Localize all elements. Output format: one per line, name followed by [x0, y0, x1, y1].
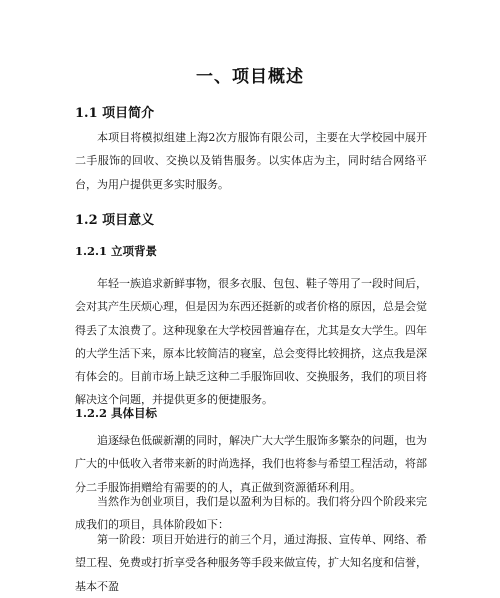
paragraph-goals-2: 当然作为创业项目，我们是以盈利为目标的。我们将分四个阶段来完成我们的项目，具体阶段如下：: [75, 495, 427, 532]
subsection-heading-background: 1.2.1 立项背景: [75, 244, 158, 258]
paragraph-goals-3: 第一阶段：项目开始进行的前三个月，通过海报、宣传单、网络、希望工程、免费或打折享受各种服务等手段来做宣传，扩大知名度和信誉，基本不盈: [75, 533, 427, 593]
subsection-heading-goals: 1.2.2 具体目标: [75, 406, 158, 420]
paragraph-goals-1: 追逐绿色低碳新潮的同时，解决广大大学生服饰多繁杂的问题，也为广大的中低收入者带来新的时尚选择，我们也将参与希望工程活动，将部分二手服饰捐赠给有需要的的人，真正做到资源循环利用。: [75, 434, 427, 494]
section-heading-intro: 1.1 项目简介: [75, 106, 155, 121]
section-heading-significance: 1.2 项目意义: [75, 213, 155, 228]
paragraph-intro: 本项目将模拟组建上海2次方服饰有限公司，主要在大学校园中展开二手服饰的回收、交换以及销售服务。以实体店为主，同时结合网络平台，为用户提供更多实时服务。: [75, 131, 427, 191]
document-title: 一、项目概述: [196, 67, 304, 87]
paragraph-background: 年轻一族追求新鲜事物，很多衣服、包包、鞋子等用了一段时间后，会对其产生厌烦心理，但是因为东西还挺新的或者价格的原因，总是会觉得丢了太浪费了。这种现象在大学校园普遍存在，尤其是女大学生。四年的大学生活下来，原本比较简洁的寝室，总会变得比较拥挤，这点我是深有体会的。目前市场上缺乏这种二手服饰回收、交换服务，我们的项目将解决这个问题，并提供更多的便捷服务。: [75, 277, 427, 407]
